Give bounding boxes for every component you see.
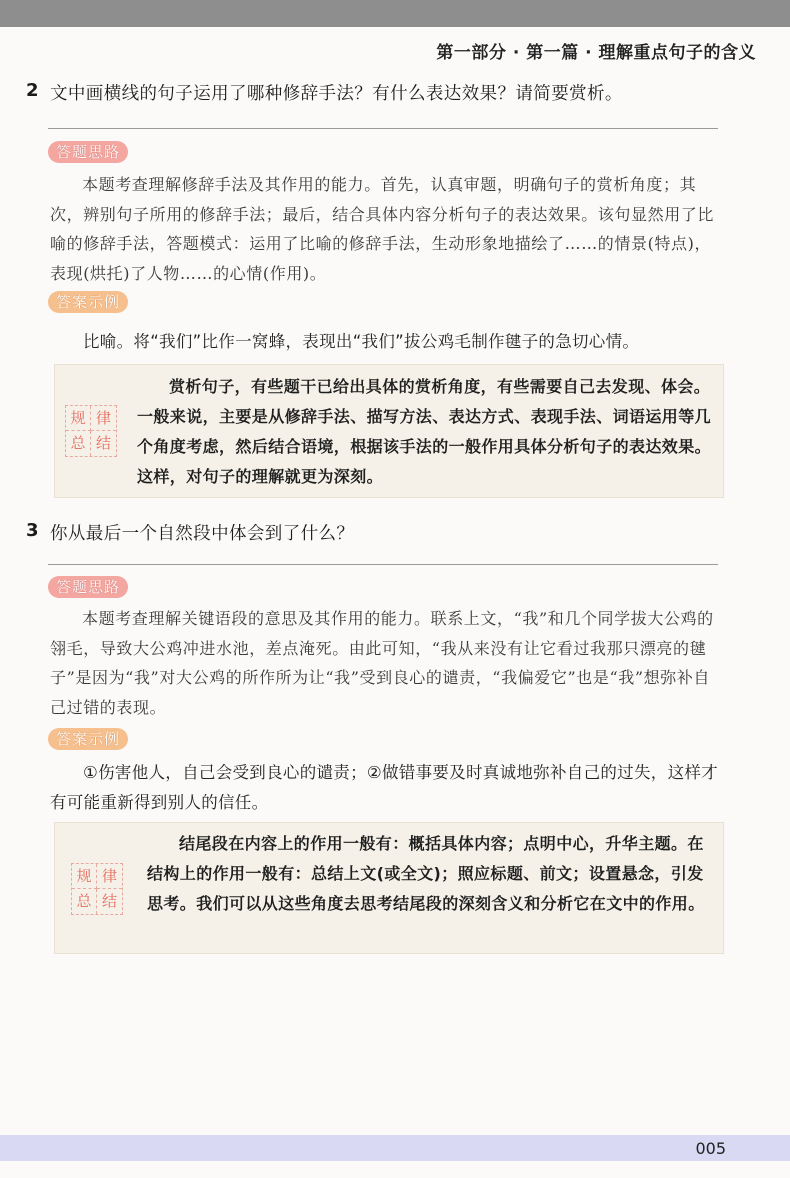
answer-line (48, 128, 718, 129)
badge-char: 总 (72, 889, 97, 914)
question-2-number: 2 (26, 80, 39, 101)
page-number: 005 (695, 1139, 726, 1158)
top-bar (0, 0, 790, 27)
q2-answer-text: 比喻。将“我们”比作一窝蜂，表现出“我们”拔公鸡毛制作毽子的急切心情。 (83, 332, 640, 351)
answer-tag: 答案示例 (48, 291, 128, 313)
q2-think-paragraph: 本题考查理解修辞手法及其作用的能力。首先，认真审题，明确句子的赏析角度；其次，辨别句子所用的修辞手法；最后，结合具体内容分析句子的表达效果。该句显然用了比喻的修辞手法，答题模式：运用了比喻的修辞手法，生动形象地描绘了……的情景(特点)，表现(烘托)了人物……的心情(作用)。 (50, 175, 715, 283)
rule-summary-box (54, 364, 724, 498)
badge-char: 规 (72, 864, 97, 889)
badge-char: 结 (95, 434, 111, 452)
question-2-text: 文中画横线的句子运用了哪种修辞手法？有什么表达效果？请简要赏析。 (50, 84, 623, 104)
q2-rule-text: 赏析句子，有些题干已给出具体的赏析角度，有些需要自己去发现、体会。一般来说，主要是从修辞手法、描写方法、表达方式、表现手法、词语运用等几个角度考虑，然后结合语境，根据该手法的一般作用具体分析句子的表达效果。这样，对句子的理解就更为深刻。 (137, 377, 712, 486)
badge-char: 总 (66, 431, 91, 456)
think-tag: 答题思路 (48, 141, 128, 163)
question-3-text: 你从最后一个自然段中体会到了什么？ (50, 524, 355, 544)
badge-char: 规 (66, 406, 91, 431)
q3-answer-text: ①伤害他人，自己会受到良心的谴责；②做错事要及时真诚地弥补自己的过失，这样才有可能重新得到别人的信任。 (50, 763, 718, 812)
rule-summary-box (54, 822, 724, 954)
footer-band (0, 1135, 790, 1161)
rule-summary-badge (71, 863, 123, 915)
badge-char: 律 (97, 864, 122, 889)
q3-think-paragraph: 本题考查理解关键语段的意思及其作用的能力。联系上文，“我”和几个同学拔大公鸡的翎毛，导致大公鸡冲进水池，差点淹死。由此可知，“我从来没有让它看过我那只漂亮的毽子”是因为“我”对大公鸡的所作所为让“我”受到良心的谴责，“我偏爱它”也是“我”想弥补自己过错的表现。 (50, 609, 714, 717)
q3-rule-text: 结尾段在内容上的作用一般有：概括具体内容；点明中心，升华主题。在结构上的作用一般有：总结上文(或全文)；照应标题、前文；设置悬念，引发思考。我们可以从这些角度去思考结尾段的深刻含义和分析它在文中的作用。 (147, 834, 705, 913)
answer-tag: 答案示例 (48, 728, 128, 750)
badge-char: 律 (91, 406, 116, 431)
rule-summary-badge (65, 405, 117, 457)
header-title: 第一部分 · 第一篇 · 理解重点句子的含义 (436, 43, 756, 63)
question-3-number: 3 (26, 520, 39, 541)
answer-line (48, 564, 718, 565)
think-tag: 答题思路 (48, 576, 128, 598)
badge-char: 结 (101, 892, 117, 910)
